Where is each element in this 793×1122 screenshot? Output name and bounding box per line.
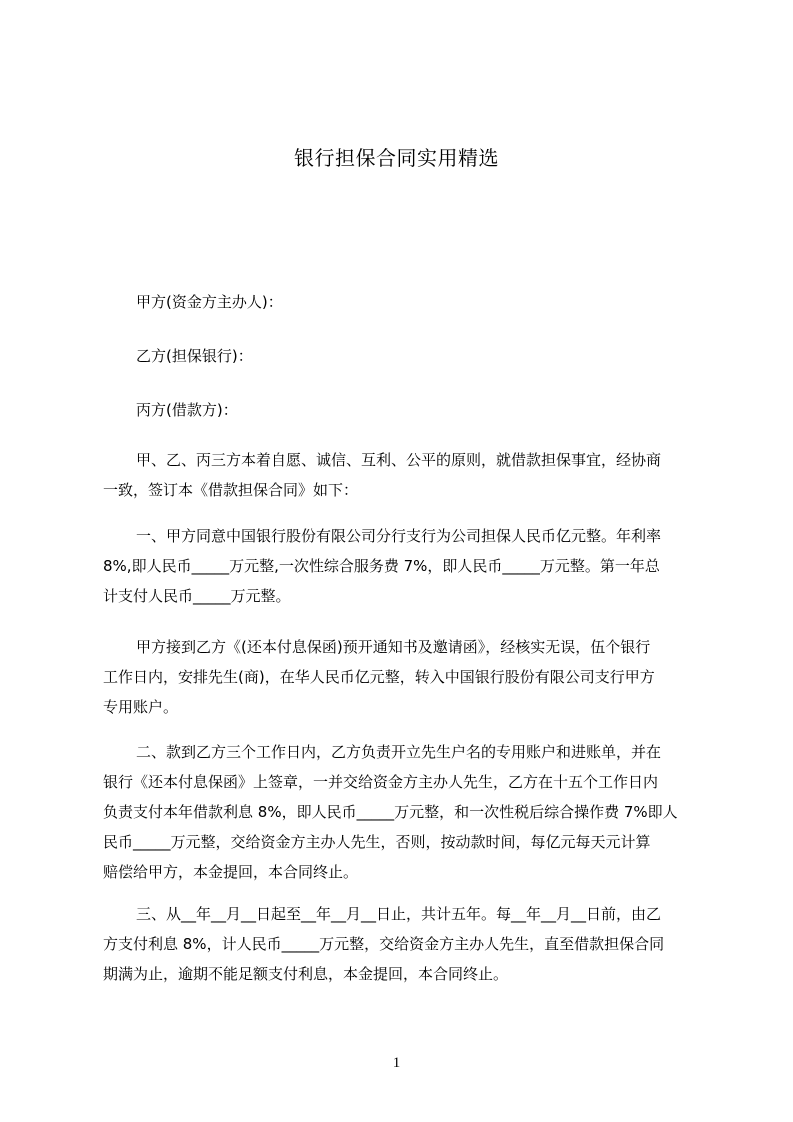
paragraph-line: 8%,即人民币_____万元整,一次性综合服务费 7%，即人民币_____万元整。第一年总 [103,557,660,575]
paragraph-line: 负责支付本年借款利息 8%，即人民币_____万元整，和一次性税后综合操作费 7%即人 [103,803,678,821]
paragraph-line: 赔偿给甲方，本金提回，本合同终止。 [103,863,359,881]
paragraph-clause-1 [103,521,697,611]
paragraph-line: 一、甲方同意中国银行股份有限公司分行支行为公司担保人民币亿元整。年利率 [136,527,662,545]
paragraph-line: 甲、乙、丙三方本着自愿、诚信、互利、公平的原则，就借款担保事宜，经协商 [136,451,662,469]
paragraph-line: 方支付利息 8%，计人民币_____万元整，交给资金方主办人先生，直至借款担保合同 [103,935,665,953]
paragraph-clause-3 [103,899,697,989]
paragraph-line: 甲方接到乙方《(还本付息保函)预开通知书及邀请函》，经核实无误，伍个银行 [136,638,651,656]
page-number: 1 [392,1055,401,1071]
party-a-label: 甲方(资金方主办人)： [136,293,283,311]
page-title: 银行担保合同实用精选 [294,146,499,170]
paragraph-line: 一致，签订本《借款担保合同》如下： [103,481,359,499]
paragraph-line: 银行《还本付息保函》上签章，一并交给资金方主办人先生，乙方在十五个工作日内 [103,773,659,791]
paragraph-line: 计支付人民币_____万元整。 [103,587,291,605]
paragraph-line: 二、款到乙方三个工作日内，乙方负责开立先生户名的专用账户和进账单，并在 [136,743,662,761]
paragraph-line: 民币_____万元整，交给资金方主办人先生，否则，按动款时间，每亿元每天元计算 [103,833,651,851]
paragraph-preamble [103,445,697,505]
party-b-label: 乙方(担保银行)： [136,347,253,365]
party-c-label: 丙方(借款方)： [136,401,238,419]
paragraph-clause-1-transfer [103,632,697,722]
paragraph-line: 专用账户。 [103,698,179,716]
paragraph-clause-2 [103,737,697,887]
paragraph-line: 三、从__年__月__日起至__年__月__日止，共计五年。每__年__月__日前，由乙 [136,905,662,923]
paragraph-line: 期满为止，逾期不能足额支付利息，本金提回，本合同终止。 [103,965,509,983]
paragraph-line: 工作日内，安排先生(商)，在华人民币亿元整，转入中国银行股份有限公司支行甲方 [103,668,655,686]
